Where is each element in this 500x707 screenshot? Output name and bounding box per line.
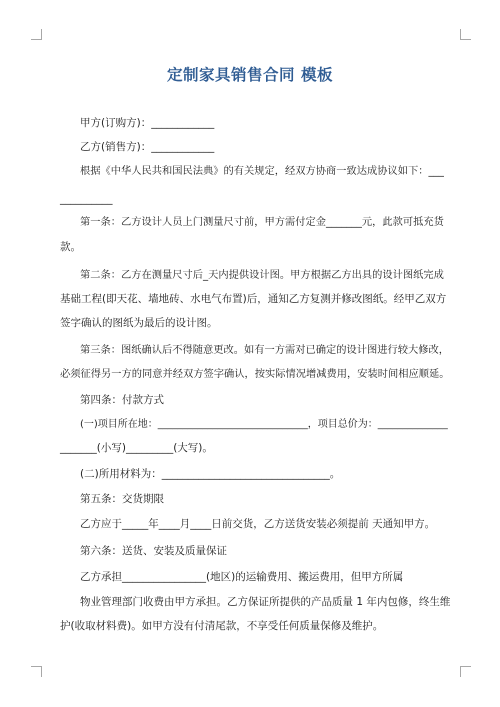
party-a-line: 甲方(订购方)：____________ — [80, 117, 215, 129]
crop-mark-top-left — [31, 29, 42, 40]
crop-mark-bottom-right — [460, 666, 471, 677]
article-5-heading: 第五条：交货期限 — [80, 493, 164, 505]
article-2-line-2: 基础工程(即天花、墙地砖、水电气布置)后，通知乙方复测并修改图纸。经甲乙双方 — [60, 293, 447, 305]
document-title: 定制家具销售合同 模板 — [167, 66, 333, 84]
article-3-line-1: 第三条：图纸确认后不得随意更改。如有一方需对已确定的设计图进行较大修改， — [80, 344, 450, 356]
article-4-item-1-line-2: _______(小写)_________(大写)。 — [60, 442, 213, 454]
article-6-heading: 第六条：送货、安装及质量保证 — [80, 545, 227, 557]
article-3-line-2: 必须征得另一方的同意并经双方签字确认，按实际情况增减费用，安装时间相应顺延。 — [60, 368, 450, 380]
article-4-heading: 第四条：付款方式 — [80, 394, 164, 406]
preamble-line: 根据《中华人民共和国民法典》的有关规定，经双方协商一致达成协议如下：___ — [80, 165, 444, 177]
article-6-line-1: 乙方承担________________(地区)的运输费用、搬运费用，但甲方所属 — [80, 571, 404, 583]
article-4-item-1-line-1: (一)项目所在地：______________________________，项目总价为：______________ — [80, 419, 448, 430]
article-5-line: 乙方应于_____年____月____日前交货，乙方送货安装必须提前 天通知甲方。 — [80, 518, 436, 530]
article-1-line-2: 款。 — [60, 241, 81, 253]
article-2-line-1: 第二条：乙方在测量尺寸后_天内提供设计图。甲方根据乙方出具的设计图纸完成 — [80, 269, 444, 281]
preamble-continuation: __________ — [60, 193, 113, 205]
article-1-line-1: 第一条：乙方设计人员上门测量尺寸前，甲方需付定金_______元，此款可抵充货 — [80, 216, 444, 228]
article-6-line-3: 护(收取材料费)。如甲方没有付清尾款，不享受任何质量保修及维护。 — [60, 620, 384, 632]
article-4-item-2: (二)所用材料为：________________________________。 — [80, 468, 341, 480]
party-b-line: 乙方(销售方)：____________ — [80, 141, 215, 153]
article-6-line-2: 物业管理部门收费由甲方承担。乙方保证所提供的产品质量 1 年内包修，终生维 — [80, 596, 451, 608]
crop-mark-top-right — [460, 29, 471, 40]
crop-mark-bottom-left — [31, 666, 42, 677]
article-2-line-3: 签字确认的图纸为最后的设计图。 — [60, 317, 218, 329]
